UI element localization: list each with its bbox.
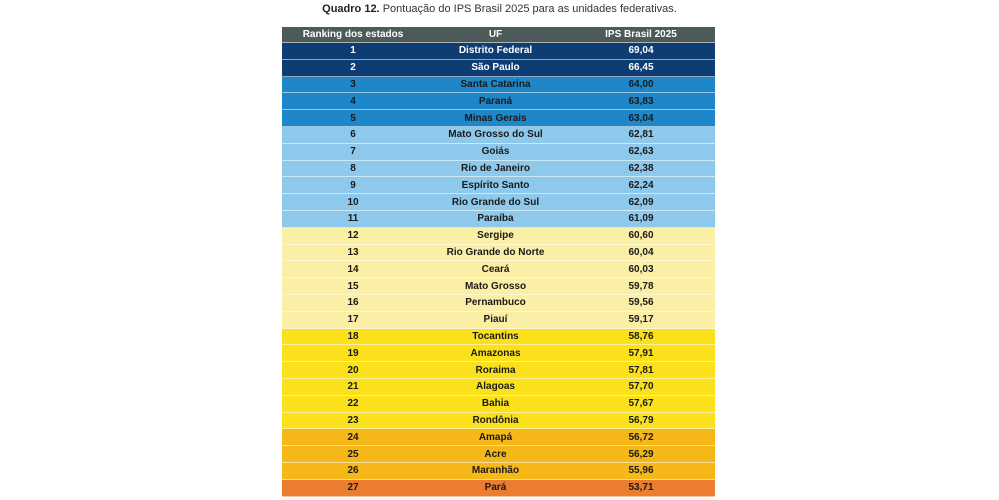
score-cell: 63,83: [628, 95, 654, 107]
score-cell: 62,63: [628, 146, 654, 158]
score-cell: 56,29: [628, 448, 654, 460]
uf-cell: Piauí: [483, 314, 508, 326]
table-row: [282, 379, 715, 396]
score-cell: 56,79: [628, 414, 654, 426]
rank-cell: 21: [347, 381, 359, 393]
score-cell: 60,03: [628, 263, 654, 275]
table-row: [282, 211, 715, 228]
table-row: [282, 396, 715, 413]
score-cell: 57,91: [628, 347, 654, 359]
table-row: [282, 194, 715, 211]
table-caption: [0, 3, 999, 15]
table-row: [282, 127, 715, 144]
table-row: [282, 312, 715, 329]
table-row: [282, 245, 715, 262]
rank-cell: 27: [347, 482, 359, 494]
table-row: [282, 362, 715, 379]
score-cell: 59,17: [628, 314, 654, 326]
ranking-table: [282, 27, 715, 497]
table-row: [282, 278, 715, 295]
uf-cell: Mato Grosso: [464, 280, 527, 292]
score-cell: 64,00: [628, 78, 654, 90]
rank-cell: 5: [350, 112, 356, 124]
rank-cell: 26: [347, 465, 359, 477]
table-row: [282, 329, 715, 346]
score-cell: 55,96: [628, 465, 654, 477]
table-row: [282, 77, 715, 94]
table-row: [282, 345, 715, 362]
uf-cell: Rio de Janeiro: [461, 162, 530, 174]
score-cell: 57,81: [628, 364, 654, 376]
score-cell: 62,24: [628, 179, 654, 191]
header-ips: IPS Brasil 2025: [605, 29, 677, 40]
uf-cell: Distrito Federal: [458, 45, 533, 57]
rank-cell: 15: [347, 280, 359, 292]
rank-cell: 2: [350, 62, 356, 74]
uf-cell: Tocantins: [472, 330, 519, 342]
score-cell: 57,70: [628, 381, 654, 393]
header-uf: UF: [488, 29, 503, 40]
header-ranking: Ranking dos estados: [302, 29, 404, 40]
table-row: [282, 413, 715, 430]
uf-cell: Santa Catarina: [460, 78, 531, 90]
uf-cell: Espírito Santo: [461, 179, 530, 191]
uf-cell: Amazonas: [470, 347, 521, 359]
uf-cell: Bahia: [481, 398, 510, 410]
uf-cell: Rondônia: [472, 414, 519, 426]
uf-cell: Amapá: [478, 431, 513, 443]
rank-cell: 7: [350, 146, 356, 158]
score-cell: 62,81: [628, 129, 654, 141]
table-row: [282, 144, 715, 161]
rank-cell: 4: [350, 95, 356, 107]
table-row: [282, 446, 715, 463]
table-row: [282, 261, 715, 278]
table-row: [282, 463, 715, 480]
rank-cell: 14: [347, 263, 359, 275]
rank-cell: 3: [350, 78, 356, 90]
table-row: [282, 161, 715, 178]
uf-cell: Goiás: [481, 146, 510, 158]
score-cell: 57,67: [628, 398, 654, 410]
uf-cell: Paraíba: [477, 213, 514, 225]
uf-cell: Minas Gerais: [464, 112, 527, 124]
uf-cell: Rio Grande do Norte: [446, 246, 545, 258]
uf-cell: Pernambuco: [465, 297, 526, 309]
score-cell: 53,71: [628, 482, 654, 494]
score-cell: 62,09: [628, 196, 654, 208]
table-row: [282, 60, 715, 77]
table-row: [282, 43, 715, 60]
table-body: [282, 43, 715, 497]
rank-cell: 8: [350, 162, 356, 174]
table-header: [282, 27, 715, 43]
score-cell: 66,45: [628, 62, 654, 74]
table-row: [282, 228, 715, 245]
score-cell: 60,60: [628, 230, 654, 242]
table-row: [282, 93, 715, 110]
rank-cell: 23: [347, 414, 359, 426]
rank-cell: 24: [347, 431, 359, 443]
score-cell: 69,04: [628, 45, 654, 57]
score-cell: 59,56: [628, 297, 654, 309]
score-cell: 61,09: [628, 213, 654, 225]
table-row: [282, 480, 715, 497]
table-row: [282, 429, 715, 446]
rank-cell: 20: [347, 364, 359, 376]
rank-cell: 9: [350, 179, 356, 191]
uf-cell: Paraná: [478, 95, 513, 107]
uf-cell: Roraima: [475, 364, 516, 376]
score-cell: 58,76: [628, 330, 654, 342]
uf-cell: Alagoas: [476, 381, 515, 393]
score-cell: 63,04: [628, 112, 654, 124]
rank-cell: 11: [347, 213, 359, 225]
uf-cell: Sergipe: [477, 230, 514, 242]
score-cell: 56,72: [628, 431, 654, 443]
rank-cell: 1: [350, 45, 356, 57]
rank-cell: 25: [347, 448, 359, 460]
rank-cell: 6: [350, 129, 356, 141]
rank-cell: 18: [347, 330, 359, 342]
uf-cell: Mato Grosso do Sul: [448, 129, 543, 141]
uf-cell: Ceará: [481, 263, 510, 275]
caption-text: Pontuação do IPS Brasil 2025 para as unidades federativas.: [382, 3, 677, 15]
table-row: [282, 177, 715, 194]
score-cell: 62,38: [628, 162, 654, 174]
rank-cell: 13: [347, 246, 359, 258]
rank-cell: 22: [347, 398, 359, 410]
rank-cell: 10: [347, 196, 359, 208]
rank-cell: 12: [347, 230, 359, 242]
table-row: [282, 110, 715, 127]
rank-cell: 17: [347, 314, 359, 326]
uf-cell: Rio Grande do Sul: [451, 196, 540, 208]
caption-label: Quadro 12.: [322, 3, 380, 15]
uf-cell: Pará: [484, 482, 507, 494]
rank-cell: 19: [347, 347, 359, 359]
table-row: [282, 295, 715, 312]
uf-cell: Acre: [484, 448, 507, 460]
score-cell: 60,04: [628, 246, 654, 258]
uf-cell: Maranhão: [471, 465, 520, 477]
rank-cell: 16: [347, 297, 359, 309]
score-cell: 59,78: [628, 280, 654, 292]
uf-cell: São Paulo: [471, 62, 520, 74]
